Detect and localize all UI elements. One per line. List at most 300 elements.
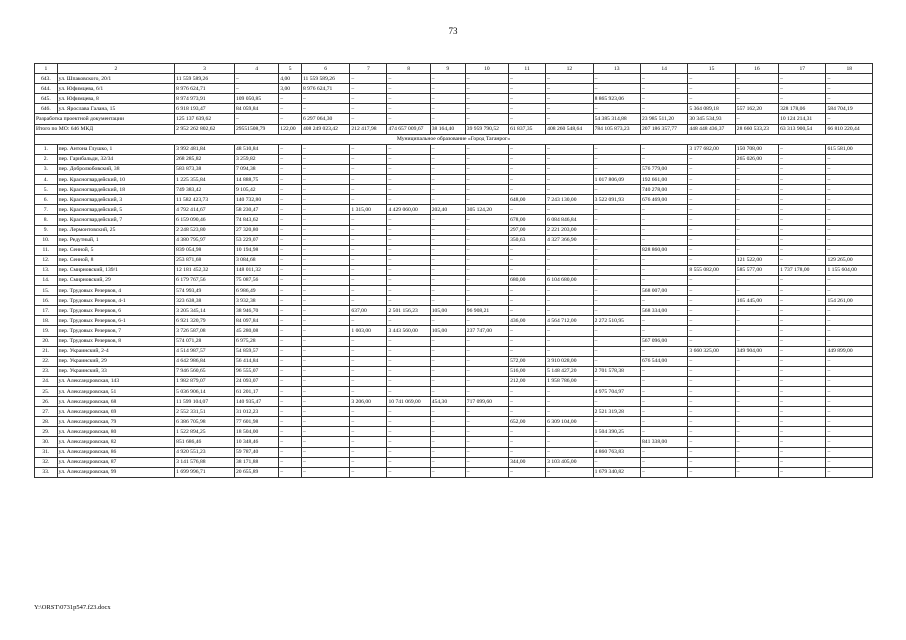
value-cell: – xyxy=(430,144,465,154)
value-cell: – xyxy=(430,164,465,174)
value-cell: – xyxy=(279,437,302,447)
value-cell: 6 159 090,46 xyxy=(175,215,235,225)
value-cell: 3 259,82 xyxy=(234,154,278,164)
value-cell: – xyxy=(546,175,593,185)
value-cell: – xyxy=(735,275,778,285)
value-cell: – xyxy=(301,447,349,457)
value-cell: – xyxy=(688,235,735,245)
value-cell: 6 918 193,47 xyxy=(175,104,235,114)
row-number-cell: 646. xyxy=(35,104,58,114)
value-cell: – xyxy=(430,225,465,235)
value-cell: – xyxy=(430,265,465,275)
value-cell: – xyxy=(509,407,546,417)
value-cell: – xyxy=(350,225,387,235)
table-row xyxy=(35,447,873,457)
value-cell: – xyxy=(387,447,430,457)
value-cell: – xyxy=(430,427,465,437)
value-cell: – xyxy=(688,397,735,407)
value-cell: – xyxy=(826,74,873,84)
value-cell: 3 177 682,00 xyxy=(688,144,735,154)
value-cell: – xyxy=(546,255,593,265)
row-number-cell: 19. xyxy=(35,326,58,336)
value-cell: – xyxy=(279,195,302,205)
table-row xyxy=(35,437,873,447)
value-cell: 48 510,84 xyxy=(234,144,278,154)
value-cell: – xyxy=(640,447,687,457)
value-cell: – xyxy=(735,164,778,174)
value-cell: 2 221 203,00 xyxy=(546,225,593,235)
value-cell: – xyxy=(779,225,826,235)
value-cell: – xyxy=(688,215,735,225)
value-cell: 4 380 795,97 xyxy=(175,235,235,245)
value-cell: – xyxy=(640,235,687,245)
value-cell: – xyxy=(640,255,687,265)
value-cell: 12 181 452,32 xyxy=(175,265,235,275)
value-cell: – xyxy=(350,195,387,205)
value-cell: – xyxy=(546,467,593,477)
column-header: 13 xyxy=(593,64,640,74)
value-cell: – xyxy=(546,104,593,114)
value-cell: – xyxy=(779,235,826,245)
value-cell: – xyxy=(779,316,826,326)
value-cell: – xyxy=(688,195,735,205)
value-cell: – xyxy=(546,437,593,447)
column-header: 17 xyxy=(779,64,826,74)
value-cell: – xyxy=(387,346,430,356)
column-header: 2 xyxy=(57,64,175,74)
value-cell: – xyxy=(350,427,387,437)
table-body xyxy=(35,64,873,478)
value-cell: 140 935,47 xyxy=(234,397,278,407)
value-cell: 45 280,08 xyxy=(234,326,278,336)
value-cell: – xyxy=(509,286,546,296)
address-cell: пер. Лермонтовский, 25 xyxy=(57,225,175,235)
value-cell: – xyxy=(509,265,546,275)
value-cell: 567 096,00 xyxy=(640,336,687,346)
value-cell: – xyxy=(301,296,349,306)
value-cell: 96 555,07 xyxy=(234,366,278,376)
value-cell: 568 334,00 xyxy=(640,306,687,316)
value-cell: – xyxy=(826,275,873,285)
value-cell: – xyxy=(350,215,387,225)
value-cell: – xyxy=(826,417,873,427)
address-cell: ул. Шпаковского, 20/1 xyxy=(57,74,175,84)
value-cell: 6 386 705,98 xyxy=(175,417,235,427)
value-cell: – xyxy=(350,74,387,84)
value-cell: – xyxy=(640,265,687,275)
value-cell: – xyxy=(640,225,687,235)
value-cell: – xyxy=(279,104,302,114)
value-cell: – xyxy=(387,175,430,185)
value-cell: 1 003,00 xyxy=(350,326,387,336)
value-cell: – xyxy=(688,154,735,164)
value-cell: 8 976 624,71 xyxy=(175,84,235,94)
value-cell: 54 385 314,88 xyxy=(593,114,640,124)
value-cell: 105,00 xyxy=(430,326,465,336)
value-cell: 585 577,00 xyxy=(735,265,778,275)
value-cell: – xyxy=(779,185,826,195)
address-cell: пер. Сенной, 5 xyxy=(57,245,175,255)
value-cell: – xyxy=(234,114,278,124)
value-cell: 4 564 712,00 xyxy=(546,316,593,326)
value-cell: 9 105,42 xyxy=(234,185,278,195)
value-cell: 7 243 130,00 xyxy=(546,195,593,205)
value-cell: – xyxy=(593,356,640,366)
table-row xyxy=(35,275,873,285)
column-header: 14 xyxy=(640,64,687,74)
address-cell: пер. Трудовых Резервов, 6-1 xyxy=(57,316,175,326)
value-cell: – xyxy=(509,164,546,174)
value-cell: – xyxy=(779,457,826,467)
value-cell: – xyxy=(301,326,349,336)
value-cell: 516,00 xyxy=(509,366,546,376)
address-cell: пер. Смирновский, 29 xyxy=(57,275,175,285)
value-cell: – xyxy=(735,387,778,397)
value-cell: – xyxy=(546,84,593,94)
value-cell: 572,00 xyxy=(509,356,546,366)
value-cell: – xyxy=(279,296,302,306)
value-cell: – xyxy=(593,306,640,316)
value-cell: – xyxy=(509,185,546,195)
value-cell: – xyxy=(387,245,430,255)
value-cell: – xyxy=(301,215,349,225)
value-cell: 5 364 089,18 xyxy=(688,104,735,114)
value-cell: – xyxy=(688,225,735,235)
value-cell: 84 097,84 xyxy=(234,316,278,326)
value-cell: 3 660 325,00 xyxy=(688,346,735,356)
value-cell: 3 084,68 xyxy=(234,255,278,265)
value-cell: – xyxy=(779,437,826,447)
value-cell: 11 582 423,73 xyxy=(175,195,235,205)
value-cell: 3 443 560,00 xyxy=(387,326,430,336)
table-row xyxy=(35,417,873,427)
value-cell: – xyxy=(387,356,430,366)
row-number-cell: 26. xyxy=(35,397,58,407)
value-cell: 6 986,49 xyxy=(234,286,278,296)
registry-table xyxy=(34,63,873,478)
value-cell: – xyxy=(301,245,349,255)
value-cell: – xyxy=(301,94,349,104)
value-cell: – xyxy=(387,114,430,124)
value-cell: – xyxy=(826,185,873,195)
value-cell: 1 958 786,00 xyxy=(546,376,593,386)
value-cell: – xyxy=(465,74,508,84)
value-cell: – xyxy=(688,296,735,306)
value-cell: – xyxy=(301,457,349,467)
value-cell: – xyxy=(279,427,302,437)
value-cell: – xyxy=(387,275,430,285)
address-cell: пер. Красногвардейский, 18 xyxy=(57,185,175,195)
value-cell: – xyxy=(826,205,873,215)
value-cell: – xyxy=(430,84,465,94)
total-row xyxy=(35,124,873,134)
value-cell: – xyxy=(301,437,349,447)
row-number-cell: 2. xyxy=(35,154,58,164)
value-cell: – xyxy=(350,467,387,477)
value-cell: – xyxy=(688,366,735,376)
value-cell: – xyxy=(350,457,387,467)
value-cell: 839 054,98 xyxy=(175,245,235,255)
value-cell: – xyxy=(509,387,546,397)
value-cell: – xyxy=(640,104,687,114)
table-row xyxy=(35,316,873,326)
value-cell: – xyxy=(593,84,640,94)
value-cell: – xyxy=(430,175,465,185)
address-cell: пер. Красногвардейский, 7 xyxy=(57,215,175,225)
value-cell: – xyxy=(465,235,508,245)
value-cell: – xyxy=(387,84,430,94)
table-row xyxy=(35,235,873,245)
value-cell: – xyxy=(279,447,302,457)
value-cell: – xyxy=(593,275,640,285)
table-row xyxy=(35,265,873,275)
value-cell: 11 559 589,26 xyxy=(175,74,235,84)
value-cell: – xyxy=(279,387,302,397)
table-row xyxy=(35,376,873,386)
value-cell: – xyxy=(279,346,302,356)
value-cell: – xyxy=(688,175,735,185)
value-cell: – xyxy=(301,356,349,366)
value-cell: 3 522 091,93 xyxy=(593,195,640,205)
table-row xyxy=(35,286,873,296)
value-cell: 268 285,82 xyxy=(175,154,235,164)
value-cell: – xyxy=(826,326,873,336)
value-cell: – xyxy=(688,205,735,215)
row-number-cell: 23. xyxy=(35,366,58,376)
value-cell: – xyxy=(688,417,735,427)
value-cell: 20 655,89 xyxy=(234,467,278,477)
value-cell: 1 155 604,00 xyxy=(826,265,873,275)
value-cell: – xyxy=(735,286,778,296)
value-cell: 680,00 xyxy=(509,275,546,285)
address-cell: пер. Украинский, 29 xyxy=(57,356,175,366)
value-cell: – xyxy=(593,346,640,356)
value-cell: 1 699 996,71 xyxy=(175,467,235,477)
value-cell: – xyxy=(688,74,735,84)
row-number-cell: 6. xyxy=(35,195,58,205)
value-cell: – xyxy=(301,387,349,397)
row-number-cell: 24. xyxy=(35,376,58,386)
value-cell: – xyxy=(826,154,873,164)
value-cell: 105,00 xyxy=(430,306,465,316)
value-cell: 11 599 104,07 xyxy=(175,397,235,407)
value-cell: – xyxy=(301,336,349,346)
value-cell: – xyxy=(465,296,508,306)
value-cell: – xyxy=(688,94,735,104)
value-cell: – xyxy=(350,437,387,447)
value-cell: – xyxy=(640,296,687,306)
value-cell: 30 345 534,93 xyxy=(688,114,735,124)
value-cell: – xyxy=(234,74,278,84)
value-cell: – xyxy=(640,376,687,386)
value-cell: – xyxy=(387,417,430,427)
value-cell: – xyxy=(350,114,387,124)
value-cell: 121 522,00 xyxy=(735,255,778,265)
value-cell: – xyxy=(279,275,302,285)
value-cell: – xyxy=(279,225,302,235)
value-cell: – xyxy=(688,407,735,417)
value-cell: 3 932,38 xyxy=(234,296,278,306)
value-cell: – xyxy=(779,397,826,407)
value-cell: – xyxy=(430,407,465,417)
address-cell: ул. Александровская, 143 xyxy=(57,376,175,386)
value-cell: – xyxy=(593,144,640,154)
value-cell: 2 552 331,51 xyxy=(175,407,235,417)
value-cell: – xyxy=(735,94,778,104)
value-cell: – xyxy=(279,94,302,104)
value-cell: – xyxy=(301,175,349,185)
value-cell: – xyxy=(465,175,508,185)
value-cell: – xyxy=(593,225,640,235)
value-cell: – xyxy=(350,235,387,245)
value-cell: – xyxy=(301,154,349,164)
value-cell: – xyxy=(735,457,778,467)
value-cell: – xyxy=(826,114,873,124)
value-cell: – xyxy=(779,144,826,154)
value-cell: 4 429 060,00 xyxy=(387,205,430,215)
value-cell: – xyxy=(688,316,735,326)
value-cell: – xyxy=(593,336,640,346)
value-cell: – xyxy=(826,215,873,225)
table-row xyxy=(35,245,873,255)
value-cell: – xyxy=(430,275,465,285)
value-cell: – xyxy=(509,427,546,437)
value-cell: – xyxy=(735,205,778,215)
value-cell: – xyxy=(735,437,778,447)
row-number-cell: 645. xyxy=(35,94,58,104)
value-cell: 328 178,06 xyxy=(779,104,826,114)
value-cell: – xyxy=(735,336,778,346)
value-cell: 6 084 846,84 xyxy=(546,215,593,225)
value-cell: – xyxy=(779,376,826,386)
value-cell: – xyxy=(779,336,826,346)
value-cell: 408 260 548,64 xyxy=(546,124,593,134)
address-cell: пер. Трудовых Резервов, 7 xyxy=(57,326,175,336)
value-cell: – xyxy=(465,447,508,457)
value-cell: – xyxy=(509,447,546,457)
value-cell: 4 514 987,57 xyxy=(175,346,235,356)
value-cell: – xyxy=(546,74,593,84)
value-cell: 10 348,46 xyxy=(234,437,278,447)
value-cell: – xyxy=(350,356,387,366)
value-cell: 8 555 082,00 xyxy=(688,265,735,275)
table-row xyxy=(35,84,873,94)
value-cell: 11 559 589,26 xyxy=(301,74,349,84)
column-header: 8 xyxy=(387,64,430,74)
column-header: 5 xyxy=(279,64,302,74)
value-cell: – xyxy=(593,154,640,164)
value-cell: 2 272 510,95 xyxy=(593,316,640,326)
table-row xyxy=(35,74,873,84)
value-cell: – xyxy=(826,336,873,346)
value-cell: – xyxy=(301,376,349,386)
value-cell: – xyxy=(279,255,302,265)
value-cell: – xyxy=(430,346,465,356)
value-cell: – xyxy=(688,286,735,296)
value-cell: – xyxy=(279,286,302,296)
value-cell: – xyxy=(350,94,387,104)
value-cell: 676 469,00 xyxy=(640,195,687,205)
table-row xyxy=(35,215,873,225)
value-cell: 637,00 xyxy=(350,306,387,316)
value-cell: – xyxy=(430,245,465,255)
value-cell: – xyxy=(593,255,640,265)
value-cell: – xyxy=(465,94,508,104)
row-number-cell: 18. xyxy=(35,316,58,326)
value-cell: – xyxy=(640,215,687,225)
value-cell: – xyxy=(387,235,430,245)
value-cell: – xyxy=(387,296,430,306)
row-number-cell: 3. xyxy=(35,164,58,174)
value-cell: 265 026,00 xyxy=(735,154,778,164)
value-cell: – xyxy=(465,225,508,235)
value-cell: 56 414,84 xyxy=(234,356,278,366)
value-cell: 54 859,57 xyxy=(234,346,278,356)
value-cell: – xyxy=(593,296,640,306)
value-cell: – xyxy=(640,94,687,104)
value-cell: 3 103 405,00 xyxy=(546,457,593,467)
value-cell: – xyxy=(465,265,508,275)
value-cell: – xyxy=(688,185,735,195)
value-cell: – xyxy=(593,215,640,225)
value-cell: 10 741 069,00 xyxy=(387,397,430,407)
value-cell: – xyxy=(735,356,778,366)
column-header: 10 xyxy=(465,64,508,74)
value-cell: 39 959 790,52 xyxy=(465,124,508,134)
value-cell: – xyxy=(826,245,873,255)
row-number-cell: 11. xyxy=(35,245,58,255)
row-number-cell: 5. xyxy=(35,185,58,195)
value-cell: 568 007,00 xyxy=(640,286,687,296)
value-cell: 27 320,80 xyxy=(234,225,278,235)
value-cell: – xyxy=(779,94,826,104)
value-cell: – xyxy=(350,316,387,326)
value-cell: – xyxy=(387,74,430,84)
value-cell: – xyxy=(688,356,735,366)
value-cell: – xyxy=(640,316,687,326)
value-cell: – xyxy=(350,417,387,427)
row-number-cell: 644. xyxy=(35,84,58,94)
address-cell: ул. Александровская, 82 xyxy=(57,437,175,447)
address-cell: пер. Редутный, 1 xyxy=(57,235,175,245)
value-cell: – xyxy=(826,467,873,477)
value-cell: – xyxy=(779,245,826,255)
value-cell: – xyxy=(593,185,640,195)
address-cell: пер. Украинский, 33 xyxy=(57,366,175,376)
address-cell: пер. Красногвардейский, 3 xyxy=(57,195,175,205)
value-cell: – xyxy=(465,437,508,447)
value-cell: 4 642 986,84 xyxy=(175,356,235,366)
value-cell: – xyxy=(301,286,349,296)
value-cell: – xyxy=(546,407,593,417)
value-cell: – xyxy=(350,447,387,457)
value-cell: 77 601,98 xyxy=(234,417,278,427)
value-cell: 3 910 028,00 xyxy=(546,356,593,366)
address-cell: ул. Александровская, 86 xyxy=(57,447,175,457)
value-cell: – xyxy=(279,326,302,336)
value-cell: 61 837,35 xyxy=(509,124,546,134)
value-cell: 2 248 523,80 xyxy=(175,225,235,235)
value-cell: 828 860,00 xyxy=(640,245,687,255)
value-cell: – xyxy=(387,427,430,437)
value-cell: 1 017 806,09 xyxy=(593,175,640,185)
value-cell: – xyxy=(279,376,302,386)
value-cell: – xyxy=(735,447,778,457)
table-row xyxy=(35,397,873,407)
value-cell: – xyxy=(593,286,640,296)
value-cell: – xyxy=(735,74,778,84)
value-cell: – xyxy=(430,215,465,225)
